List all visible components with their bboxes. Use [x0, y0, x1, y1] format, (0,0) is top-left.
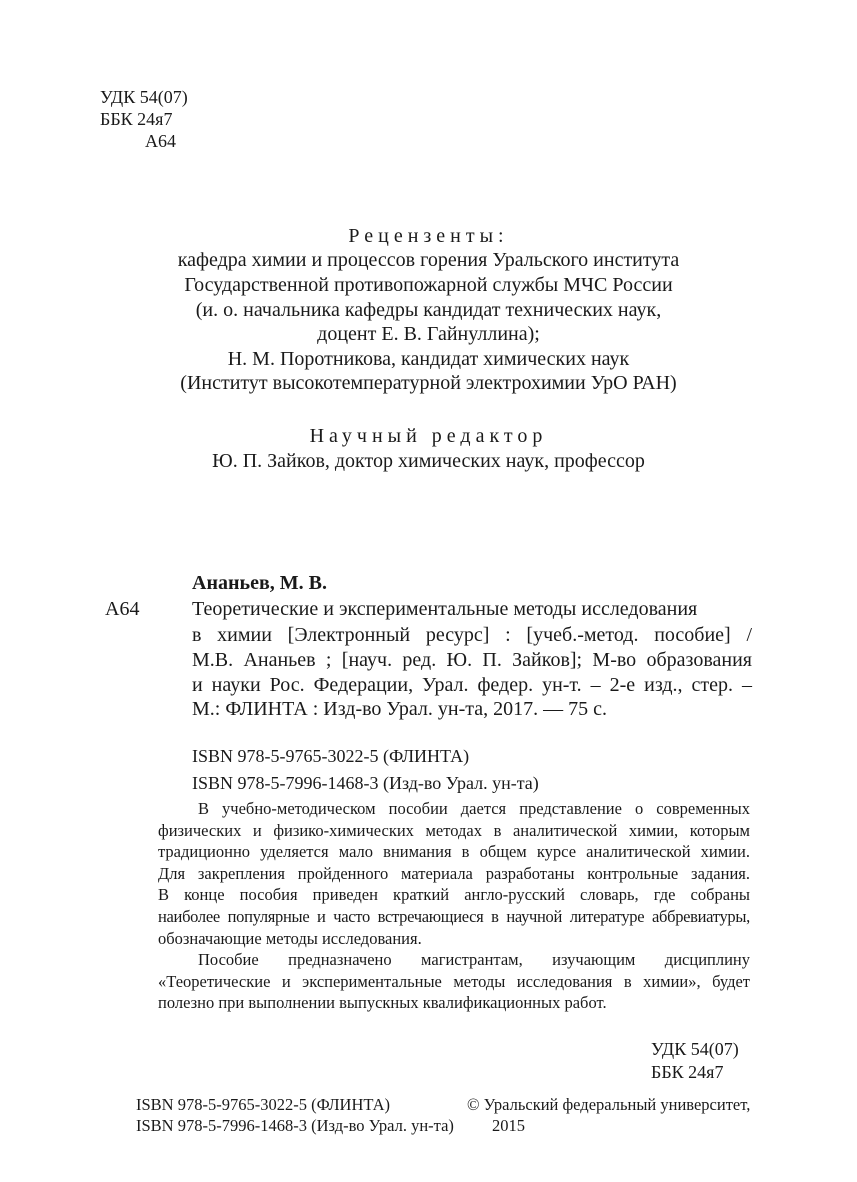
footer-copyright: © Уральский федеральный университет,: [467, 1095, 751, 1114]
annotation-line: наиболее популярные и часто встречающиеся в научной литературе аббревиатуры,: [158, 906, 750, 926]
annotation-line: В учебно-методическом пособии дается представление о современных: [198, 799, 750, 818]
udk-top: УДК 54(07): [100, 87, 188, 107]
bib-line: и науки Рос. Федерации, Урал. федер. ун-т. – 2-е изд., стер. –: [192, 674, 752, 696]
udk-bottom: УДК 54(07): [651, 1039, 739, 1059]
reviewer-line: (Институт высокотемпературной электрохимии УрО РАН): [180, 372, 677, 394]
annotation-line: В конце пособия приведен краткий англо-русский словарь, где собраны: [158, 885, 750, 905]
author-mark-top: А64: [145, 131, 176, 151]
annotation-line: Пособие предназначено магистрантам, изучающим дисциплину: [198, 950, 750, 969]
editor-heading: Научный редактор: [309, 425, 548, 447]
annotation-line: традиционно уделяется мало внимания в общем курсе аналитической химии.: [158, 842, 750, 862]
reviewer-line: Н. М. Поротникова, кандидат химических наук: [227, 348, 630, 370]
annotation-line: полезно при выполнении выпускных квалификационных работ.: [158, 993, 607, 1013]
annotation-line: обозначающие методы исследования.: [158, 928, 422, 948]
bib-isbn-2: ISBN 978-5-7996-1468-3 (Изд-во Урал. ун-та): [192, 773, 539, 793]
footer-copyright-year: 2015: [492, 1116, 525, 1135]
bib-author-mark: А64: [105, 598, 140, 620]
bib-line: в химии [Электронный ресурс] : [учеб.-метод. пособие] /: [192, 624, 752, 646]
annotation-line: физических и физико-химических методах в аналитической химии, которым: [158, 820, 750, 840]
annotation-paragraph-2: [158, 949, 750, 1014]
annotation-line: Для закрепления пройденного материала разработаны контрольные задания.: [158, 863, 750, 883]
bbk-bottom: ББК 24я7: [651, 1062, 724, 1082]
editor-name: Ю. П. Зайков, доктор химических наук, профессор: [212, 450, 645, 472]
bib-line: Теоретические и экспериментальные методы исследования: [192, 598, 698, 620]
bib-author: Ананьев, М. В.: [192, 572, 327, 594]
footer-isbn-1: ISBN 978-5-9765-3022-5 (ФЛИНТА): [136, 1095, 391, 1114]
bbk-top: ББК 24я7: [100, 109, 173, 129]
reviewer-line: кафедра химии и процессов горения Уральского института: [177, 249, 680, 271]
annotation-line: «Теоретические и экспериментальные методы исследования в химии», будет: [158, 971, 750, 991]
reviewer-line: (и. о. начальника кафедры кандидат технических наук,: [195, 299, 662, 321]
reviewers-heading: Рецензенты:: [348, 225, 509, 247]
bib-line: М.В. Ананьев ; [науч. ред. Ю. П. Зайков]; М-во образования: [192, 649, 752, 671]
bib-line: М.: ФЛИНТА : Изд-во Урал. ун-та, 2017. — 75 с.: [192, 698, 607, 720]
reviewer-line: Государственной противопожарной службы МЧС России: [184, 274, 673, 296]
footer-isbn-2: ISBN 978-5-7996-1468-3 (Изд-во Урал. ун-та): [136, 1116, 454, 1135]
bib-isbn-1: ISBN 978-5-9765-3022-5 (ФЛИНТА): [192, 746, 470, 766]
reviewer-line: доцент Е. В. Гайнуллина);: [317, 323, 540, 345]
annotation-paragraph-1: [158, 798, 750, 949]
